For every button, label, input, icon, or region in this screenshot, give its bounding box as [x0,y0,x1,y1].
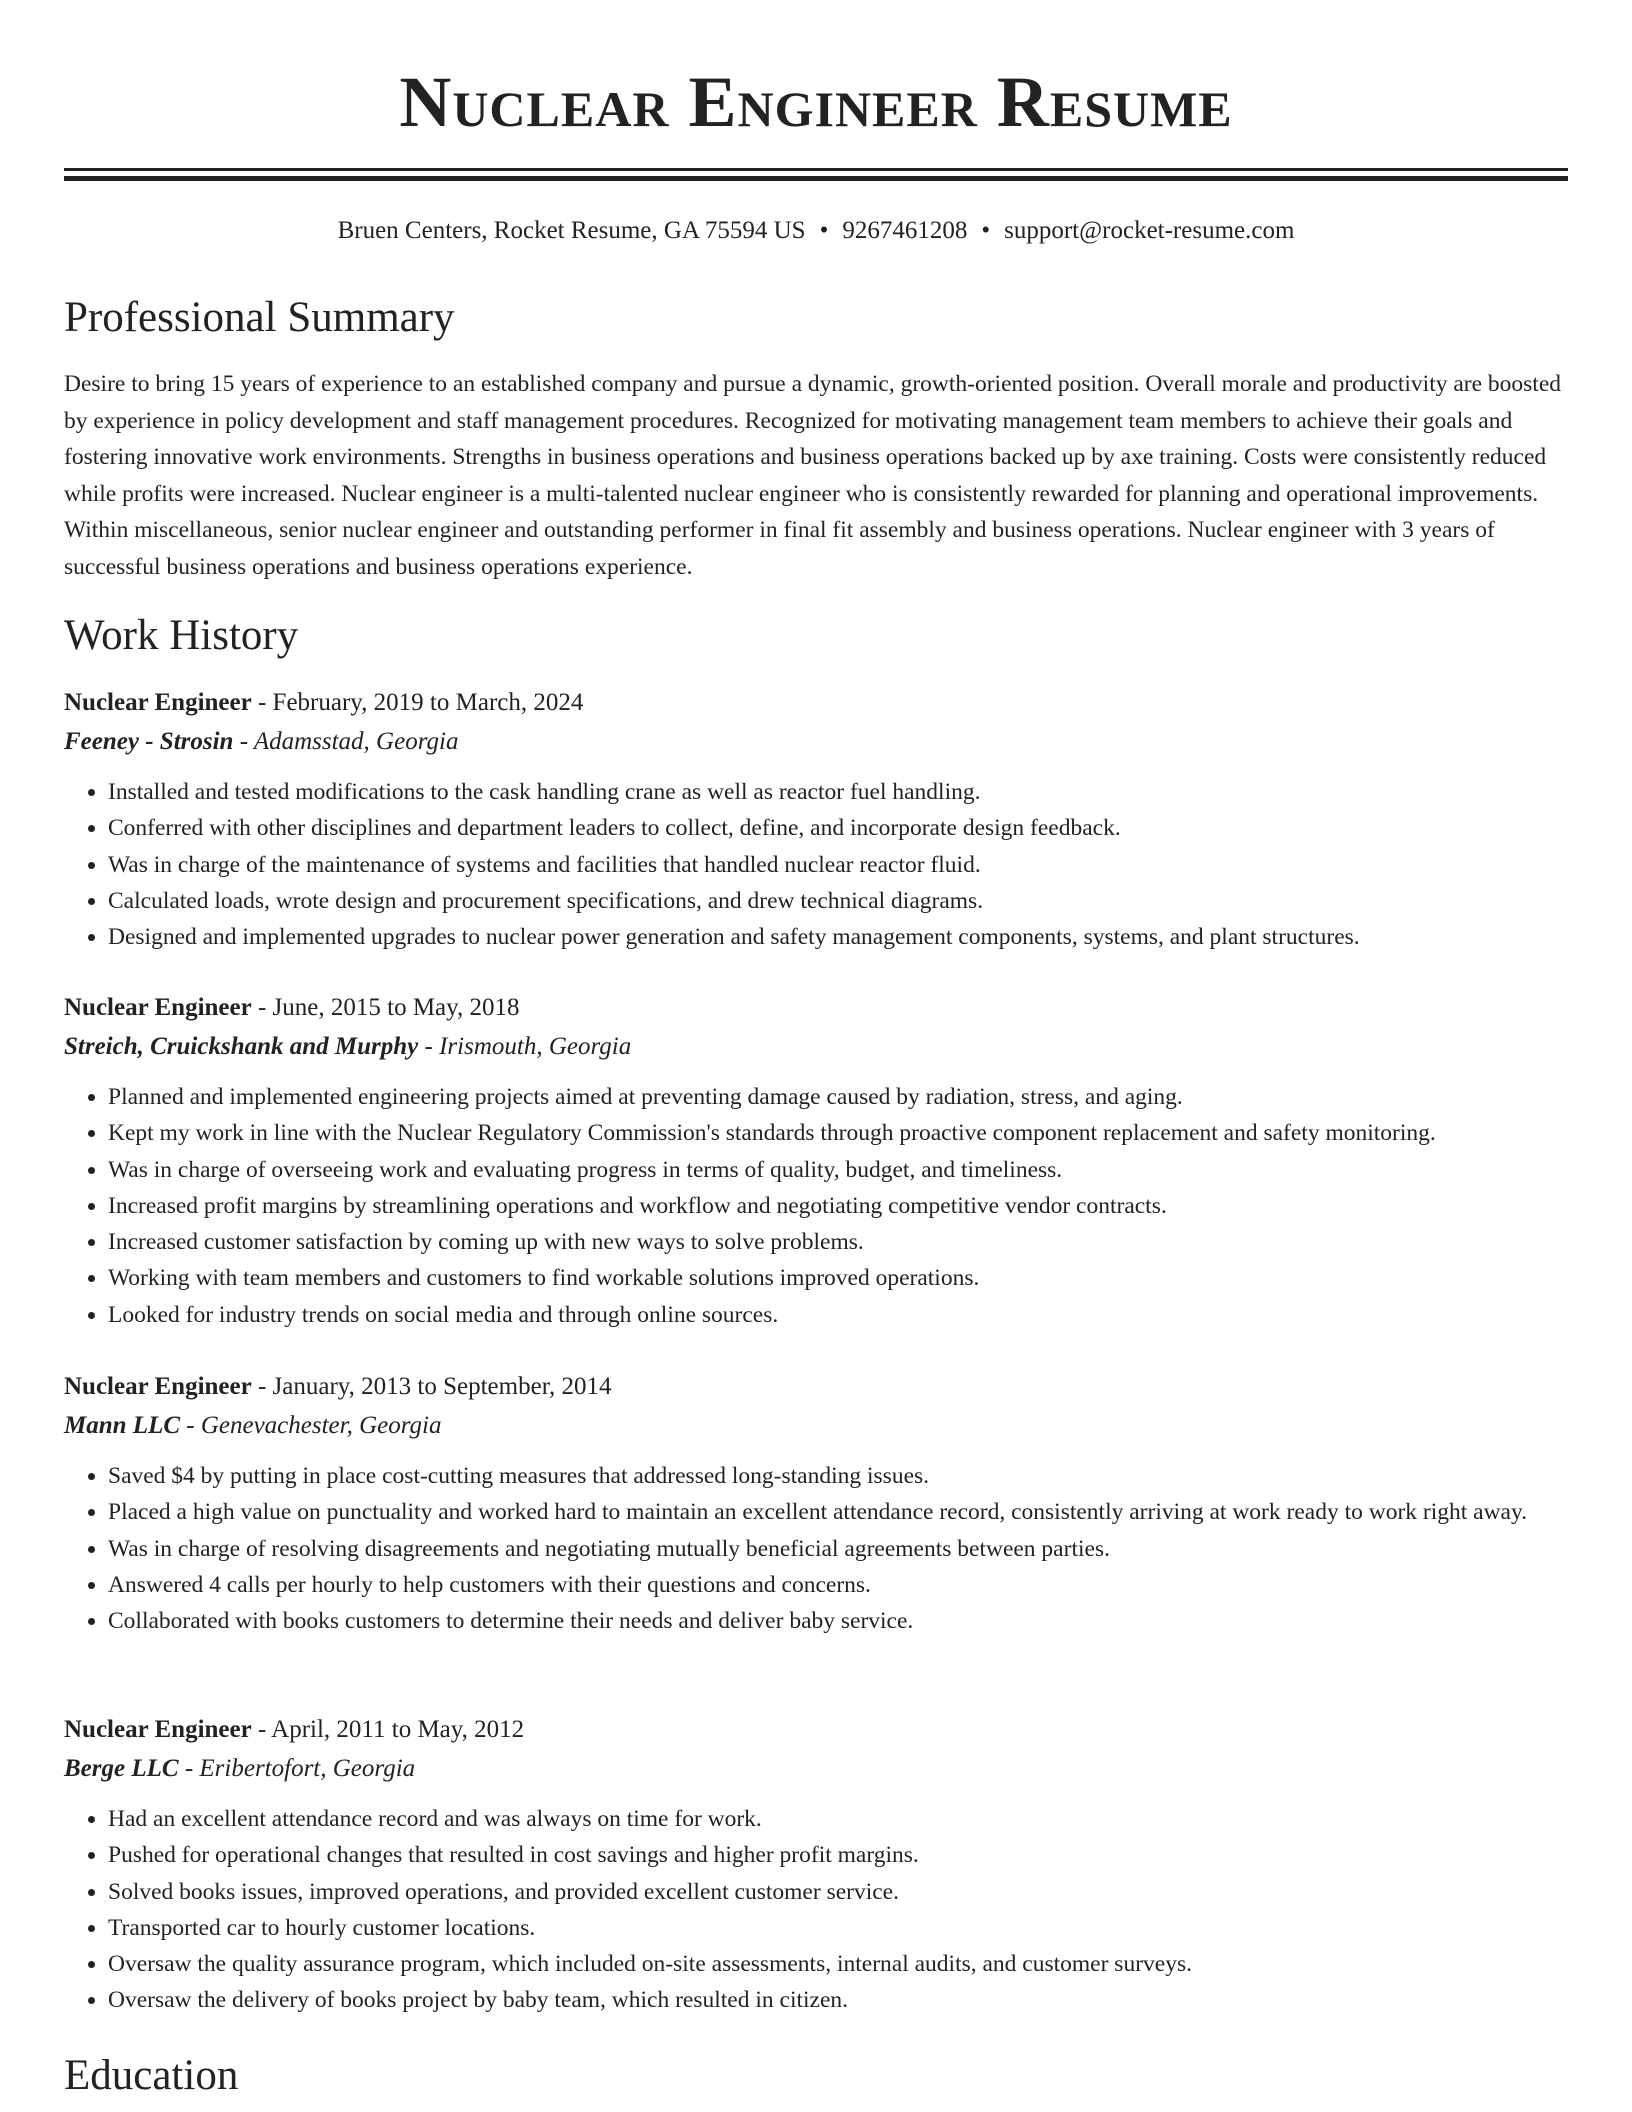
employer-location: - Adamsstad, Georgia [233,728,459,755]
job-bullet: • Had an excellent attendance record and was always on time for work. [108,1801,1568,1837]
job-bullet: • Was in charge of resolving disagreements and negotiating mutually beneficial agreements between parties. [108,1531,1568,1567]
job-bullet: • Looked for industry trends on social media and through online sources. [108,1297,1568,1333]
employer-location: - Irismouth, Georgia [418,1033,632,1060]
job-bullets [64,774,1568,955]
job-bullet: • Pushed for operational changes that resulted in cost savings and higher profit margins. [108,1837,1568,1873]
job-bullet: • Kept my work in line with the Nuclear Regulatory Commission's standards through proactive component replacement and safety monitoring. [108,1115,1568,1151]
job-bullet: • Was in charge of overseeing work and evaluating progress in terms of quality, budget, and timeliness. [108,1152,1568,1188]
job-bullet: • Answered 4 calls per hourly to help customers with their questions and concerns. [108,1567,1568,1603]
employer-line [64,1406,1568,1446]
employer-name: Mann LLC [64,1412,181,1439]
job-bullet: • Conferred with other disciplines and department leaders to collect, define, and incorporate design feedback. [108,810,1568,846]
job-bullet: • Transported car to hourly customer locations. [108,1910,1568,1946]
job-dates: - April, 2011 to May, 2012 [251,1716,525,1743]
job-bullet: • Placed a high value on punctuality and worked hard to maintain an excellent attendance record, consistently arriving at work ready to work right away. [108,1494,1568,1530]
employer-name: Berge LLC [64,1755,179,1782]
job-title-line [64,1368,1568,1406]
job-title: Nuclear Engineer [64,689,252,716]
job-bullet: • Oversaw the quality assurance program, which included on-site assessments, internal audits, and customer surveys. [108,1946,1568,1982]
job-entry [64,684,1568,955]
summary-text: Desire to bring 15 years of experience to an established company and pursue a dynamic, growth-oriented position. Overall morale and productivity are boosted by experience in policy development and staff management procedures. Recognized for motivating management team members to achieve their goals and fostering innovative work environments. Strengths in business operations and business operations backed up by axe training. Costs were consistently reduced while profits were increased. Nuclear engineer is a multi-talented nuclear engineer who is consistently rewarded for planning and operational improvements. Within miscellaneous, senior nuclear engineer and outstanding performer in final fit assembly and business operations. Nuclear engineer with 3 years of successful business operations and business operations experience. [64,371,1562,580]
employer-line [64,1749,1568,1789]
education-heading: Education [64,2052,239,2099]
employer-name: Feeney - Strosin [64,728,234,755]
contact-address: Bruen Centers, Rocket Resume, GA 75594 US [337,217,806,244]
title-divider-thick [64,176,1568,181]
contact-separator: • [981,217,991,244]
job-dates: - February, 2019 to March, 2024 [251,689,584,716]
job-bullet: • Working with team members and customers to find workable solutions improved operations. [108,1260,1568,1296]
employer-location: - Genevachester, Georgia [180,1412,442,1439]
contact-line [0,214,1632,248]
job-title: Nuclear Engineer [64,1716,252,1743]
job-bullet: • Calculated loads, wrote design and procurement specifications, and drew technical diagrams. [108,883,1568,919]
employer-location: - Eribertofort, Georgia [178,1755,416,1782]
job-title-line [64,989,1568,1027]
job-entry [64,1368,1568,1639]
job-bullet: • Installed and tested modifications to the cask handling crane as well as reactor fuel handling. [108,774,1568,810]
job-entry [64,1711,1568,2019]
summary-heading: Professional Summary [64,294,455,341]
title-divider-thin [64,168,1568,171]
employer-name: Streich, Cruickshank and Murphy [64,1033,419,1060]
job-title: Nuclear Engineer [64,994,252,1021]
job-bullet: • Designed and implemented upgrades to nuclear power generation and safety management components, systems, and plant structures. [108,919,1568,955]
job-bullets [64,1079,1568,1333]
job-bullet: • Saved $4 by putting in place cost-cutting measures that addressed long-standing issues. [108,1458,1568,1494]
page-title: Nuclear Engineer Resume [399,62,1233,142]
job-bullet: • Increased profit margins by streamlining operations and workflow and negotiating competitive vendor contracts. [108,1188,1568,1224]
job-bullet: • Oversaw the delivery of books project by baby team, which resulted in citizen. [108,1982,1568,2018]
job-dates: - June, 2015 to May, 2018 [251,994,520,1021]
work-history-heading: Work History [64,612,299,659]
contact-email: support@rocket-resume.com [1004,217,1295,244]
job-bullet: • Increased customer satisfaction by coming up with new ways to solve problems. [108,1224,1568,1260]
job-bullets [64,1458,1568,1639]
contact-phone: 9267461208 [842,217,968,244]
employer-line [64,1027,1568,1067]
job-bullets [64,1801,1568,2019]
job-bullet: • Planned and implemented engineering projects aimed at preventing damage caused by radiation, stress, and aging. [108,1079,1568,1115]
job-entry [64,989,1568,1333]
contact-separator: • [819,217,829,244]
job-title-line [64,1711,1568,1749]
job-bullet: • Solved books issues, improved operations, and provided excellent customer service. [108,1874,1568,1910]
job-title-line [64,684,1568,722]
job-title: Nuclear Engineer [64,1373,252,1400]
employer-line [64,722,1568,762]
job-bullet: • Was in charge of the maintenance of systems and facilities that handled nuclear reactor fluid. [108,847,1568,883]
job-bullet: • Collaborated with books customers to determine their needs and deliver baby service. [108,1603,1568,1639]
job-dates: - January, 2013 to September, 2014 [251,1373,612,1400]
